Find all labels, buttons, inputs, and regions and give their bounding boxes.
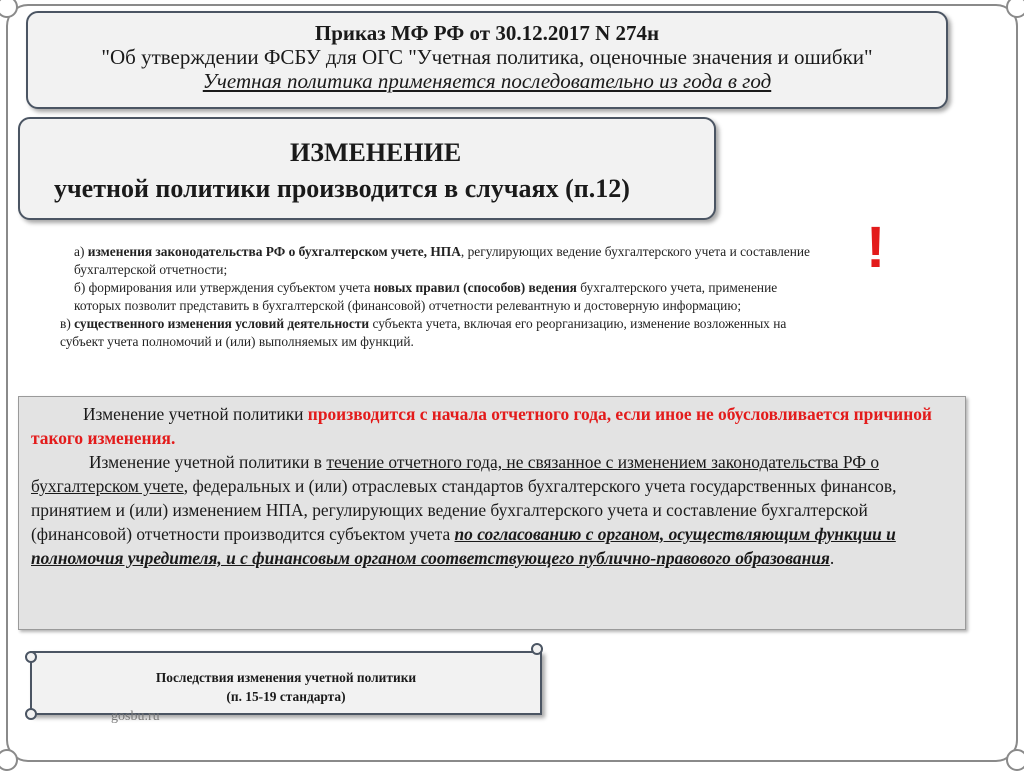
timing-paragraph-1: [31, 402, 945, 450]
change-timing-box: [18, 396, 966, 630]
case-b: [26, 279, 826, 315]
exclamation-mark: !: [866, 215, 886, 280]
scroll-curl-bottom-right: [1006, 749, 1024, 771]
case-b-prefix: б) формирования или утверждения субъектом учета: [74, 280, 374, 295]
consequences-title: Последствия изменения учетной политики: [155, 670, 417, 685]
timing-p2-emphasis: по согласованию с органом, осуществляющим функции и полномочия учредителя, и с финансовым органом соответствующего публично-правового образования: [31, 524, 896, 568]
case-b-text: бухгалтерского учета, применение которых позволит представить в бухгалтерской (финансовой) отчетности релевантную и достоверную информацию;: [74, 280, 778, 313]
order-header-box: [26, 11, 948, 109]
case-b-bold: новых правил (способов) ведения: [373, 280, 577, 295]
case-a-bold: изменения законодательства РФ о бухгалтерском учете, НПА: [87, 244, 461, 259]
scroll-curl-small-top-right: [531, 643, 543, 655]
timing-p2-end: .: [829, 548, 835, 568]
timing-paragraph-2: [31, 450, 945, 570]
timing-p2-text-1: Изменение учетной политики в: [89, 452, 327, 472]
order-principle: Учетная политика применяется последовательно из года в год: [202, 69, 772, 93]
change-heading: ИЗМЕНЕНИЕ: [290, 138, 462, 167]
consequences-reference: (п. 15-19 стандарта): [226, 689, 346, 704]
change-policy-box: [18, 117, 716, 220]
timing-p1-text: Изменение учетной политики: [83, 404, 308, 424]
order-subtitle: "Об утверждении ФСБУ для ОГС "Учетная политика, оценочные значения и ошибки": [101, 45, 873, 69]
timing-p2-text-2: , федеральных и (или) отраслевых стандартов бухгалтерского учета государственных финансов, принятием и (или) изменением НПА, регулирующих ведение бухгалтерского учета и составление бухгалтерской (финансовой) отчетности производится субъектом учета: [31, 476, 897, 544]
scroll-curl-bottom-left: [0, 749, 18, 771]
change-cases-list: [26, 243, 826, 351]
scroll-curl-small-bottom-left: [25, 708, 37, 720]
footer-site: gosbu.ru: [111, 709, 160, 724]
timing-p2-underlined: течение отчетного года, не связанное с изменением законодательства РФ о бухгалтерском учете: [31, 452, 880, 496]
case-c-bold: существенного изменения условий деятельности: [74, 316, 370, 331]
consequences-scroll: [30, 651, 542, 715]
case-c-text: субъекта учета, включая его реорганизацию, изменение возложенных на субъект учета полномочий и (или) выполняемых им функций.: [60, 316, 787, 349]
scroll-curl-small-top-left: [25, 651, 37, 663]
case-a: [26, 243, 826, 279]
case-a-prefix: а): [74, 244, 88, 259]
timing-p1-highlight: производится с начала отчетного года, если иное не обусловливается причиной такого изменения.: [31, 404, 932, 448]
case-a-text: , регулирующих ведение бухгалтерского учета и составление бухгалтерской отчетности;: [74, 244, 811, 277]
order-title: Приказ МФ РФ от 30.12.2017 N 274н: [314, 21, 660, 45]
case-c-prefix: в): [60, 316, 75, 331]
change-subheading: учетной политики производится в случаях (п.12): [54, 174, 630, 203]
case-c: [26, 315, 826, 351]
